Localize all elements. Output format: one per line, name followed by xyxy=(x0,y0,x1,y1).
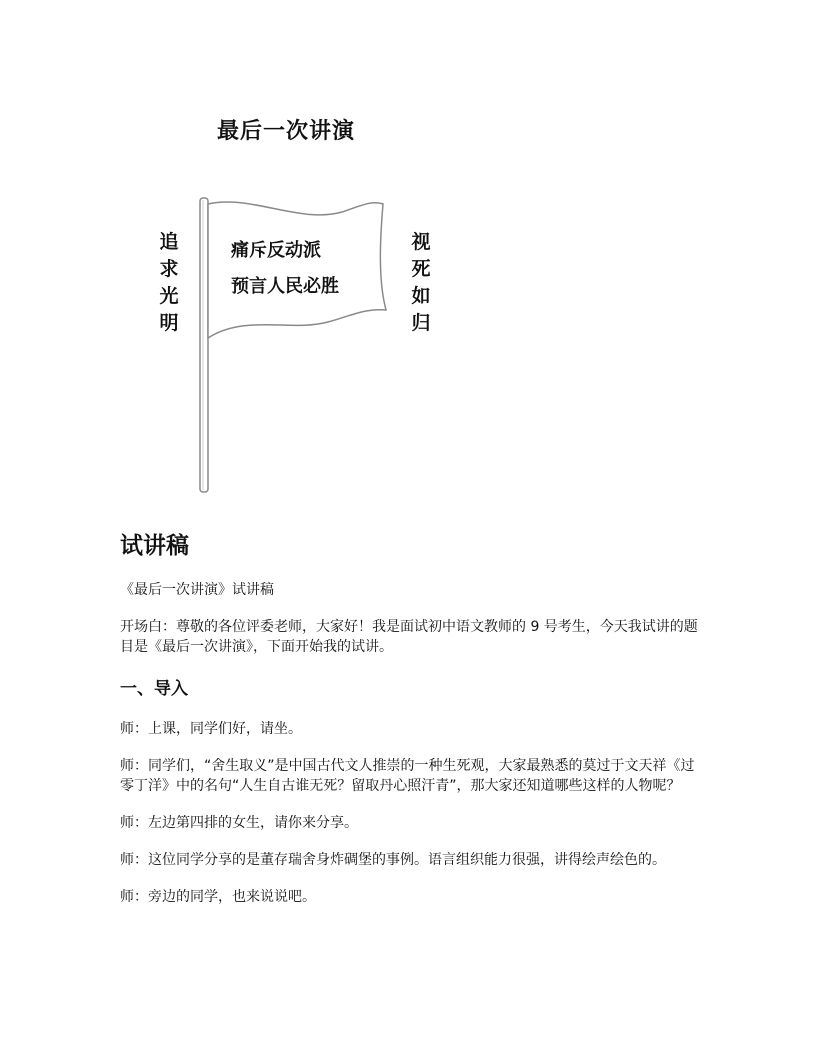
left-slogan-char: 光 xyxy=(159,285,179,307)
teacher-line: 师：上课，同学们好，请坐。 xyxy=(120,721,302,737)
teacher-line: 师：这位同学分享的是董存瑞舍身炸碉堡的事例。语言组织能力很强，讲得绘声绘色的。 xyxy=(120,852,666,868)
teacher-line: 师：同学们，“舍生取义”是中国古代文人推崇的一种生死观，大家最熟悉的莫过于文天祥《过零丁洋》中的名句“人生自古谁无死？留取丹心照汗青”，那大家还知道哪些这样的人物呢？ xyxy=(120,758,695,794)
opening-paragraph: 开场白：尊敬的各位评委老师，大家好！我是面试初中语文教师的 9 号考生，今天我试讲的题目是《最后一次讲演》，下面开始我的试讲。 xyxy=(120,619,698,655)
right-slogan-char: 视 xyxy=(411,231,431,253)
section-title: 试讲稿 xyxy=(120,533,189,559)
left-slogan xyxy=(157,229,181,337)
flag-cloth xyxy=(208,202,386,338)
section-heading-intro: 一、导入 xyxy=(120,679,188,699)
flag-pole xyxy=(200,198,208,492)
flag-text-line-1: 痛斥反动派 xyxy=(231,240,321,261)
board-title: 最后一次讲演 xyxy=(217,119,356,144)
right-slogan-char: 归 xyxy=(411,312,431,334)
script-subtitle: 《最后一次讲演》试讲稿 xyxy=(120,582,274,598)
script-content xyxy=(120,580,700,924)
right-slogan-char: 如 xyxy=(411,285,431,307)
left-slogan-char: 求 xyxy=(159,258,179,280)
left-slogan-char: 明 xyxy=(159,312,179,334)
right-slogan xyxy=(409,229,433,337)
right-slogan-char: 死 xyxy=(411,258,431,280)
flag-text-line-2: 预言人民必胜 xyxy=(231,276,339,297)
left-slogan-char: 追 xyxy=(159,231,179,253)
teacher-line: 师：旁边的同学，也来说说吧。 xyxy=(120,889,316,905)
teacher-line: 师：左边第四排的女生，请你来分享。 xyxy=(120,815,358,831)
